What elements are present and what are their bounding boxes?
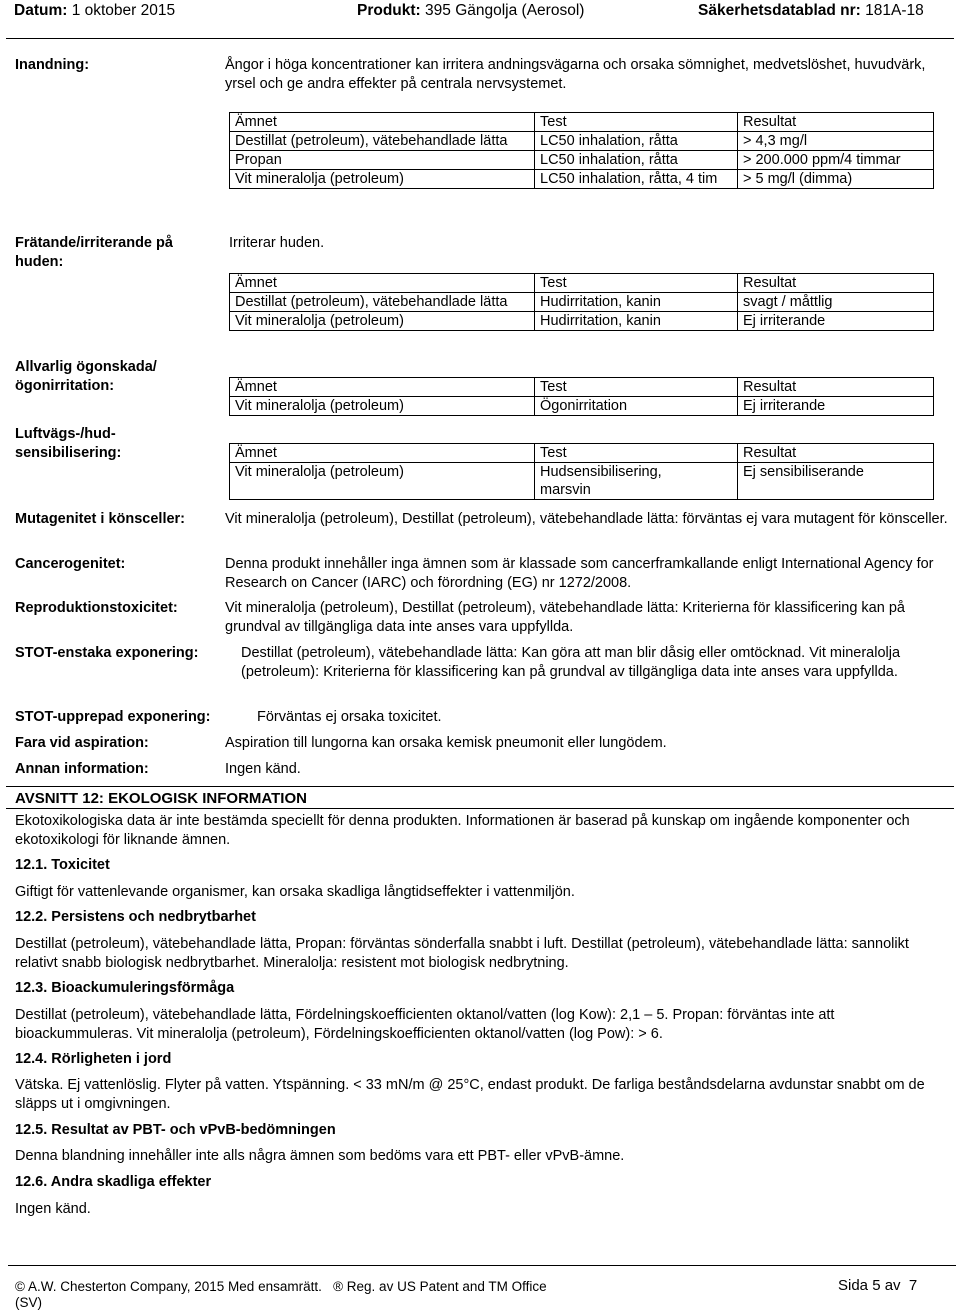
label-fratande: Frätande/irriterande på huden: — [15, 235, 173, 270]
table-header-row: Ämnet Test Resultat — [230, 274, 934, 293]
text-cancer: Denna produkt innehåller inga ämnen som är klassade som cancerframkallande enligt International Agency for Research on Cancer (IARC) och förordning (EG) nr 1272/2008. — [225, 556, 934, 591]
header-divider — [6, 38, 954, 39]
text-mutagenitet: Vit mineralolja (petroleum), Destillat (petroleum), vätebehandlade lätta: förväntas ej vara mutagent för könsceller. — [225, 511, 948, 527]
label-repro: Reproduktionstoxicitet: — [15, 600, 178, 616]
s12-5-text: Denna blandning innehåller inte alls några ämnen som bedöms vara ett PBT- eller vPvB-ämne. — [15, 1148, 625, 1164]
s12-2-text: Destillat (petroleum), vätebehandlade lätta, Propan: förväntas sönderfalla snabbt i luft. Destillat (petroleum), vätebehandlade lätta: sannolikt relativt snabb biologisk nedbrytbarhet. Mineralolja: resistent mot biologisk nedbrytning. — [15, 936, 909, 971]
text-fratande: Irriterar huden. — [229, 235, 325, 251]
s12-3-title: 12.3. Bioackumuleringsförmåga — [15, 980, 235, 996]
s12-4-title: 12.4. Rörligheten i jord — [15, 1051, 172, 1067]
label-stot-enstaka: STOT-enstaka exponering: — [15, 645, 199, 661]
label-annan: Annan information: — [15, 761, 149, 777]
text-aspiration: Aspiration till lungorna kan orsaka kemisk pneumonit eller lungödem. — [225, 735, 667, 751]
s12-3-text: Destillat (petroleum), vätebehandlade lätta, Fördelningskoefficienten oktanol/vatten (log Kow): 2,1 – 5. Propan: förväntas inte att bioackummuleras. Vit mineralolja (petroleum), Fördelningskoefficienten oktanol/vatten (log Pow): > 6. — [15, 1007, 835, 1042]
table-row: Vit mineralolja (petroleum) Hudirritation, kanin Ej irriterande — [230, 312, 934, 331]
table-header-row: Ämnet Test Resultat — [230, 378, 934, 397]
header-product: Produkt: 395 Gängolja (Aerosol) — [357, 2, 585, 19]
text-stot-enstaka: Destillat (petroleum), vätebehandlade lätta: Kan göra att man blir dåsig eller omtöcknad. Vit mineralolja (petroleum): Kriterierna för klassificering kan på grundval av tillgängliga data inte anses vara uppfyllda. — [241, 645, 901, 680]
table-ogon — [229, 377, 934, 416]
header-date: Datum: 1 oktober 2015 — [14, 2, 176, 19]
label-ogon: Allvarlig ögonskada/ ögonirritation: — [15, 359, 157, 394]
header-sds-value: 181A-18 — [865, 2, 924, 19]
table-row: Destillat (petroleum), vätebehandlade lätta LC50 inhalation, råtta > 4,3 mg/l — [230, 132, 934, 151]
footer-page: Sida 5 av 7 — [838, 1277, 918, 1294]
label-stot-upprepad: STOT-upprepad exponering: — [15, 709, 211, 725]
s12-5-title: 12.5. Resultat av PBT- och vPvB-bedömningen — [15, 1122, 336, 1138]
text-stot-upprepad: Förväntas ej orsaka toxicitet. — [257, 709, 442, 725]
table-row: Propan LC50 inhalation, råtta > 200.000 ppm/4 timmar — [230, 151, 934, 170]
text-repro: Vit mineralolja (petroleum), Destillat (petroleum), vätebehandlade lätta: Kriterierna för klassificering kan på grundval av tillgängliga data inte anses vara uppfyllda. — [225, 600, 905, 635]
table-fratande — [229, 273, 934, 331]
table-header-row: Ämnet Test Resultat — [230, 113, 934, 132]
s12-1-text: Giftigt för vattenlevande organismer, kan orsaka skadliga långtidseffekter i vattenmiljön. — [15, 884, 575, 900]
label-mutagenitet: Mutagenitet i könsceller: — [15, 511, 186, 527]
section-divider — [6, 786, 954, 787]
s12-4-text: Vätska. Ej vattenlöslig. Flyter på vatten. Ytspänning. < 33 mN/m @ 25°C, endast produkt. De farliga beståndsdelarna avdunstar snabbt om de släpps ut i omgivningen. — [15, 1077, 925, 1112]
label-cancer: Cancerogenitet: — [15, 556, 126, 572]
header-date-value: 1 oktober 2015 — [71, 2, 176, 19]
section-divider — [6, 808, 954, 809]
footer-copyright: © A.W. Chesterton Company, 2015 Med ensamrätt. ® Reg. av US Patent and TM Office — [15, 1279, 547, 1294]
label-luftvag: Luftvägs-/hud-sensibilisering: — [15, 426, 122, 461]
header-product-value: 395 Gängolja (Aerosol) — [425, 2, 585, 19]
table-row: Vit mineralolja (petroleum) LC50 inhalation, råtta, 4 tim > 5 mg/l (dimma) — [230, 170, 934, 189]
s12-6-text: Ingen känd. — [15, 1201, 91, 1217]
section12-intro: Ekotoxikologiska data är inte bestämda speciellt för denna produkten. Informationen är baserad på kunskap om ingående komponenter och ekotoxikologi för liknande ämnen. — [15, 813, 910, 848]
table-luftvag — [229, 443, 934, 500]
table-row: Vit mineralolja (petroleum) Ögonirritation Ej irriterande — [230, 397, 934, 416]
table-inandning — [229, 112, 934, 189]
section12-title: AVSNITT 12: EKOLOGISK INFORMATION — [15, 790, 307, 807]
text-annan: Ingen känd. — [225, 761, 301, 777]
footer-lang: (SV) — [15, 1295, 42, 1310]
footer-divider — [8, 1265, 956, 1266]
table-row: Destillat (petroleum), vätebehandlade lätta Hudirritation, kanin svagt / måttlig — [230, 293, 934, 312]
label-inandning: Inandning: — [15, 57, 90, 73]
table-row: Vit mineralolja (petroleum) Hudsensibilisering, marsvin Ej sensibiliserande — [230, 463, 934, 500]
table-header-row: Ämnet Test Resultat — [230, 444, 934, 463]
s12-2-title: 12.2. Persistens och nedbrytbarhet — [15, 909, 256, 925]
s12-6-title: 12.6. Andra skadliga effekter — [15, 1174, 212, 1190]
header-sds: Säkerhetsdatablad nr: 181A-18 — [698, 2, 924, 19]
label-aspiration: Fara vid aspiration: — [15, 735, 149, 751]
s12-1-title: 12.1. Toxicitet — [15, 857, 110, 873]
text-inandning: Ångor i höga koncentrationer kan irritera andningsvägarna och orsaka sömnighet, medvetslöshet, huvudvärk, yrsel och ge andra effekter på centrala nervsystemet. — [225, 57, 926, 92]
